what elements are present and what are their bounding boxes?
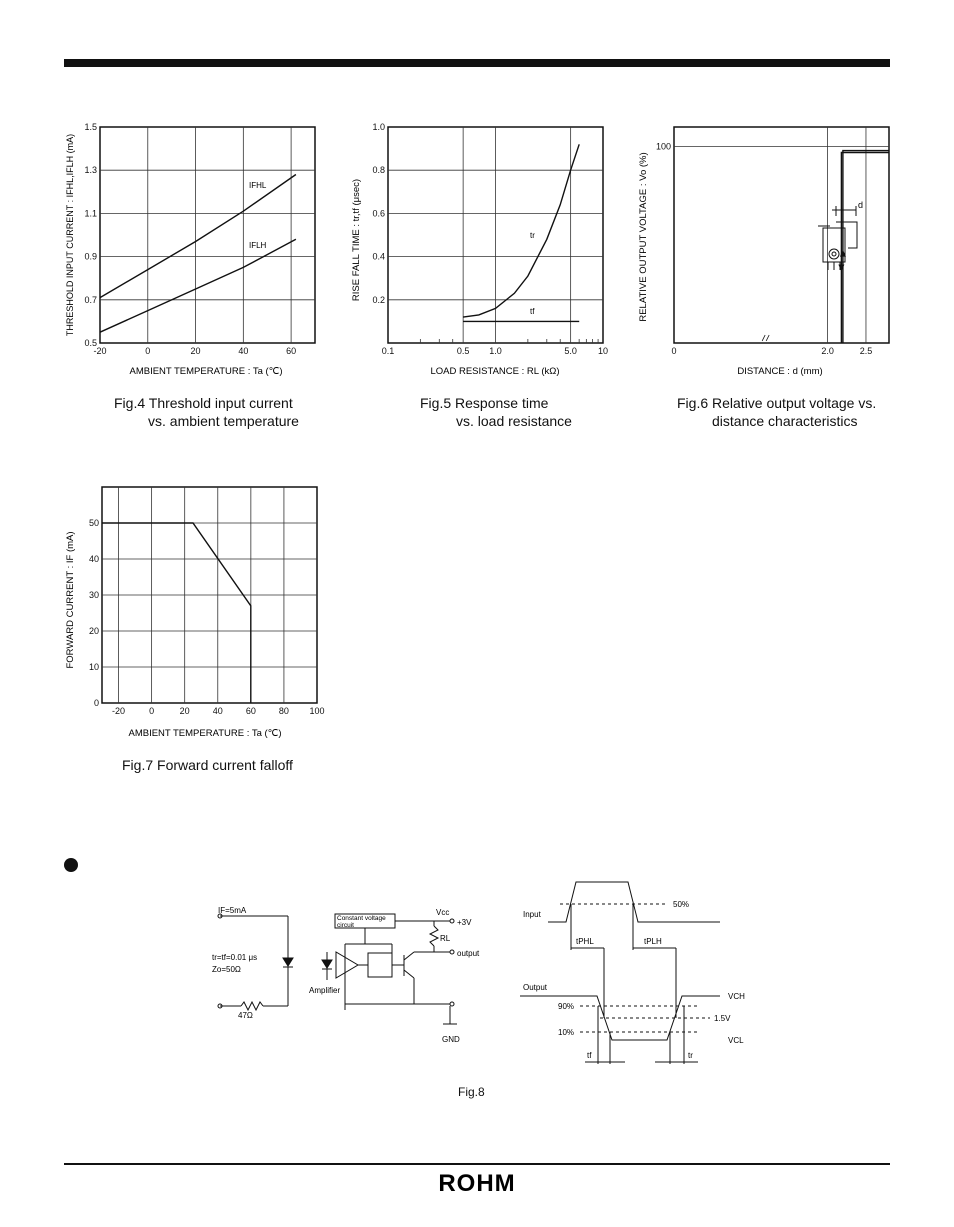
- logo-text: ROHM: [438, 1170, 516, 1194]
- fig4-ytick-label-3: 1.1: [84, 208, 97, 219]
- fig5-xtick-label-4: 10: [597, 346, 609, 356]
- fig4-series-label-ifhl: IFHL: [249, 181, 267, 190]
- fig8-v15-label: 1.5V: [714, 1014, 731, 1023]
- fig8-if-label: IF=5mA: [218, 906, 247, 915]
- fig6-ylabel: RELATIVE OUTPUT VOLTAGE : Vo (%): [638, 152, 649, 322]
- fig5-xtick-label-0: 0.1: [381, 346, 395, 356]
- fig7-xtick-label-2: 20: [179, 706, 190, 716]
- fig8-amplifier-label: Amplifier: [309, 986, 341, 995]
- fig5-ytick-label-2: 0.6: [372, 208, 385, 219]
- fig6-chart: [656, 127, 889, 356]
- fig8-circuit: [218, 914, 457, 1024]
- fig4-xtick-label-3: 40: [238, 346, 249, 356]
- fig5-series-label-tr: tr: [530, 231, 535, 240]
- fig5-ytick-label-3: 0.8: [372, 165, 385, 176]
- fig4-xtick-label-4: 60: [286, 346, 297, 356]
- fig8-vcl-label: VCL: [728, 1036, 744, 1045]
- fig7-xtick-label-1: 0: [149, 706, 155, 716]
- fig4-ytick-label-1: 0.7: [84, 294, 97, 305]
- fig5-chart: [372, 122, 608, 356]
- fig8-cv-label-1: Constant voltage: [337, 915, 386, 922]
- fig5-xtick-label-1: 0.5: [456, 346, 470, 356]
- footer-rule: [64, 1163, 890, 1165]
- fig7-ytick-label-4: 40: [88, 554, 99, 564]
- fig8-output-label: output: [457, 949, 480, 958]
- fig5-caption-1: Fig.5 Response time: [420, 395, 549, 411]
- rohm-logo-icon: [432, 1170, 522, 1194]
- fig4-frame: [100, 127, 315, 343]
- fig6-xtick-label-0: 0: [671, 346, 677, 356]
- fig8-tr-label: tr: [688, 1051, 693, 1060]
- fig7-ytick-label-5: 50: [88, 518, 99, 528]
- fig4-ytick-label-0: 0.5: [84, 338, 97, 348]
- fig4-series-line-1: [100, 239, 296, 332]
- fig5-ylabel: RISE FALL TIME : tr,tf (μsec): [351, 178, 362, 302]
- fig4-caption-1: Fig.4 Threshold input current: [114, 395, 293, 411]
- fig4-ylabel: THRESHOLD INPUT CURRENT : IFHL,IFLH (mA): [65, 133, 75, 337]
- fig8-trtf-label: tr=tf=0.01 μs: [212, 953, 258, 962]
- fig6-d-label: d: [858, 200, 864, 210]
- fig8-rl-label: RL: [440, 934, 451, 943]
- fig4-xtick-label-1: 0: [145, 346, 151, 356]
- fig8-p50-label: 50%: [673, 900, 690, 909]
- fig6-ytick-label-0: 100: [655, 141, 671, 152]
- fig7-chart: [89, 487, 325, 716]
- fig8-gnd-label: GND: [442, 1035, 460, 1044]
- fig5-ytick-label-4: 1.0: [372, 122, 385, 132]
- fig4-xlabel: AMBIENT TEMPERATURE : Ta (℃): [129, 366, 283, 377]
- fig7-xtick-label-4: 60: [245, 706, 256, 716]
- fig8-r47-label: 47Ω: [238, 1011, 253, 1020]
- fig4-chart: [84, 122, 315, 356]
- sensor-icon: [818, 206, 857, 270]
- fig4-series-label-iflh: IFLH: [249, 241, 267, 250]
- fig8-tf-label: tf: [587, 1051, 592, 1060]
- fig5-ytick-label-1: 0.4: [372, 251, 385, 262]
- fig5-caption-2: vs. load resistance: [456, 413, 572, 429]
- fig5-ytick-label-0: 0.2: [372, 294, 385, 305]
- fig7-xtick-label-0: -20: [112, 706, 126, 716]
- fig8-tplh-label: tPLH: [644, 937, 662, 946]
- fig7-ytick-label-3: 30: [88, 590, 99, 600]
- fig7-xtick-label-3: 40: [212, 706, 223, 716]
- fig4-xtick-label-2: 20: [190, 346, 201, 356]
- fig7-ytick-label-0: 0: [93, 698, 99, 708]
- fig8-plus3v-label: +3V: [457, 918, 472, 927]
- fig8-zo-label: Zo=50Ω: [212, 965, 241, 974]
- fig4-ytick-label-2: 0.9: [84, 251, 97, 262]
- fig8-caption: Fig.8: [458, 1085, 485, 1099]
- fig6-xtick-label-1: 2.0: [821, 346, 834, 356]
- fig4-xtick-label-0: -20: [93, 346, 107, 356]
- fig5-series-label-tf: tf: [530, 307, 535, 316]
- fig7-caption: Fig.7 Forward current falloff: [122, 757, 293, 773]
- fig8-vch-label: VCH: [728, 992, 745, 1001]
- fig6-axis-break: [762, 335, 769, 341]
- fig8-vcc-label: Vcc: [436, 908, 450, 917]
- fig7-xlabel: AMBIENT TEMPERATURE : Ta (℃): [128, 728, 282, 739]
- fig5-xlabel: LOAD RESISTANCE : RL (kΩ): [430, 366, 560, 377]
- fig8-input-label: Input: [523, 910, 541, 919]
- fig5-xtick-label-3: 5.0: [564, 346, 577, 356]
- fig8-tphl-label: tPHL: [576, 937, 594, 946]
- fig8-output-wave-label: Output: [523, 983, 548, 992]
- fig6-caption-2: distance characteristics: [712, 413, 858, 429]
- fig8-p90-label: 90%: [558, 1002, 575, 1011]
- fig6-xlabel: DISTANCE : d (mm): [737, 366, 823, 377]
- fig7-ylabel: FORWARD CURRENT : IF (mA): [65, 531, 76, 669]
- fig6-xtick-label-2: 2.5: [859, 346, 873, 356]
- fig7-xtick-label-5: 80: [278, 706, 289, 716]
- fig8-p10-label: 10%: [558, 1028, 575, 1037]
- fig4-series-line-0: [100, 175, 296, 298]
- fig8-cv-label-2: circuit: [337, 922, 354, 929]
- fig7-ytick-label-2: 20: [88, 626, 99, 636]
- fig8-timing: [520, 882, 720, 1064]
- fig7-series-line-0: [102, 523, 251, 703]
- fig4-ytick-label-4: 1.3: [84, 165, 97, 176]
- section-bullet: [64, 858, 78, 872]
- fig6-caption-1: Fig.6 Relative output voltage vs.: [677, 395, 877, 411]
- fig7-ytick-label-1: 10: [88, 662, 99, 672]
- fig5-xtick-label-2: 1.0: [489, 346, 502, 356]
- fig4-caption-2: vs. ambient temperature: [148, 413, 299, 429]
- fig7-xtick-label-6: 100: [309, 706, 325, 716]
- fig4-ytick-label-5: 1.5: [84, 122, 97, 132]
